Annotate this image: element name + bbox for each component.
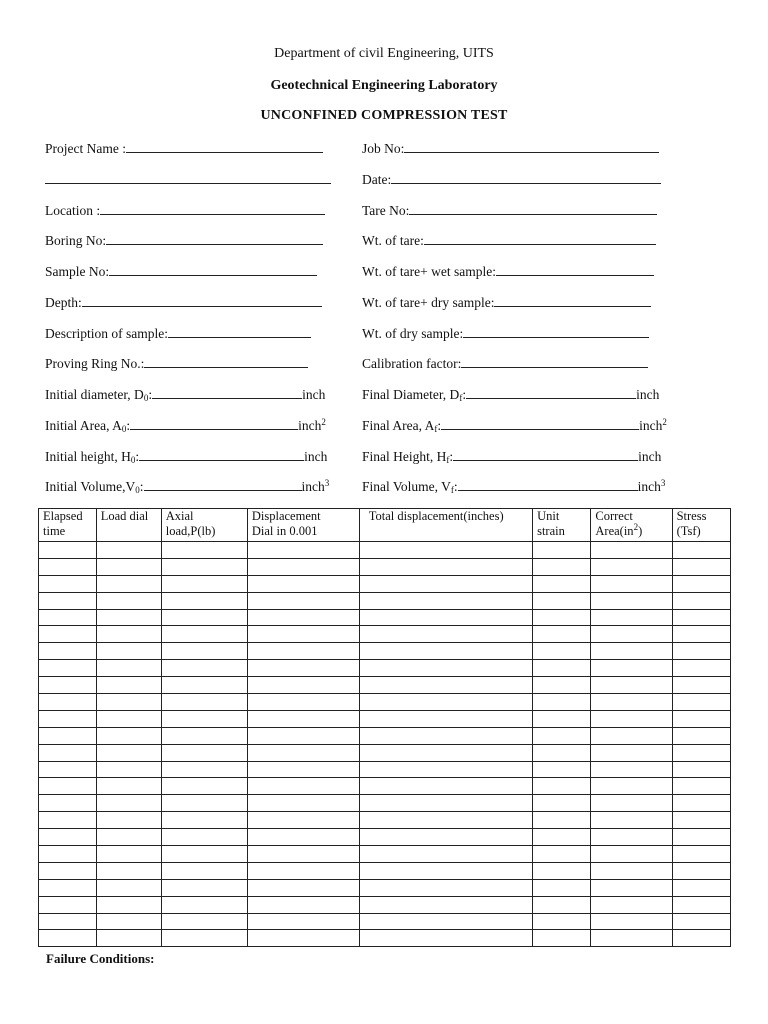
table-cell[interactable] [672, 694, 730, 711]
table-cell[interactable] [533, 542, 591, 559]
table-cell[interactable] [39, 761, 97, 778]
table-cell[interactable] [161, 643, 247, 660]
table-cell[interactable] [39, 694, 97, 711]
table-cell[interactable] [96, 778, 161, 795]
table-cell[interactable] [96, 609, 161, 626]
table-row [39, 778, 731, 795]
table-cell[interactable] [533, 643, 591, 660]
sample-no-field[interactable]: Sample No: [45, 263, 317, 281]
table-cell[interactable] [161, 677, 247, 694]
table-cell[interactable] [161, 575, 247, 592]
table-cell[interactable] [247, 829, 359, 846]
form-row [0, 325, 768, 347]
table-cell[interactable] [533, 744, 591, 761]
table-cell[interactable] [161, 879, 247, 896]
table-cell[interactable] [161, 812, 247, 829]
table-row [39, 846, 731, 863]
table-cell[interactable] [533, 862, 591, 879]
table-cell[interactable] [161, 913, 247, 930]
table-cell[interactable] [591, 677, 672, 694]
table-row [39, 575, 731, 592]
table-cell[interactable] [672, 761, 730, 778]
table-cell[interactable] [591, 710, 672, 727]
table-row [39, 727, 731, 744]
table-cell[interactable] [533, 677, 591, 694]
table-cell[interactable] [591, 930, 672, 947]
table-cell[interactable] [359, 744, 532, 761]
job-no-field[interactable]: Job No: [362, 140, 659, 158]
table-cell[interactable] [39, 542, 97, 559]
table-row [39, 896, 731, 913]
table-row [39, 592, 731, 609]
table-cell[interactable] [39, 812, 97, 829]
table-cell[interactable] [359, 727, 532, 744]
table-cell[interactable] [247, 795, 359, 812]
final-height-field[interactable]: Final Height, $H_f$: inch [362, 449, 662, 465]
form-row [0, 386, 768, 408]
boring-no-field[interactable]: Boring No: [45, 232, 323, 250]
table-cell[interactable] [247, 710, 359, 727]
table-cell[interactable] [591, 609, 672, 626]
form-row [0, 202, 768, 224]
table-cell[interactable] [591, 694, 672, 711]
table-cell[interactable] [591, 913, 672, 930]
table-cell[interactable] [247, 542, 359, 559]
table-row [39, 694, 731, 711]
table-cell[interactable] [96, 542, 161, 559]
table-cell[interactable] [96, 575, 161, 592]
table-row [39, 626, 731, 643]
table-cell[interactable] [161, 558, 247, 575]
table-cell[interactable] [359, 896, 532, 913]
table-cell[interactable] [39, 862, 97, 879]
table-cell[interactable] [591, 761, 672, 778]
table-cell[interactable] [359, 609, 532, 626]
table-cell[interactable] [39, 913, 97, 930]
table-cell[interactable] [247, 778, 359, 795]
proving-ring-field[interactable]: Proving Ring No.: [45, 355, 308, 373]
table-cell[interactable] [533, 896, 591, 913]
form-row [0, 171, 768, 193]
table-cell[interactable] [533, 846, 591, 863]
table-cell[interactable] [161, 660, 247, 677]
table-cell[interactable] [359, 710, 532, 727]
table-cell[interactable] [247, 913, 359, 930]
table-cell[interactable] [96, 930, 161, 947]
col-unit-strain: Unit strain [533, 509, 591, 542]
table-cell[interactable] [39, 558, 97, 575]
col-stress: Stress (Tsf) [672, 509, 730, 542]
table-cell[interactable] [39, 643, 97, 660]
table-row [39, 643, 731, 660]
table-cell[interactable] [359, 846, 532, 863]
table-cell[interactable] [96, 846, 161, 863]
table-cell[interactable] [591, 592, 672, 609]
table-row [39, 558, 731, 575]
table-cell[interactable] [161, 626, 247, 643]
table-row [39, 862, 731, 879]
table-row [39, 829, 731, 846]
table-cell[interactable] [591, 558, 672, 575]
table-cell[interactable] [96, 592, 161, 609]
table-cell[interactable] [39, 896, 97, 913]
table-row [39, 795, 731, 812]
table-row [39, 660, 731, 677]
table-cell[interactable] [247, 727, 359, 744]
table-cell[interactable] [161, 727, 247, 744]
table-cell[interactable] [96, 862, 161, 879]
table-cell[interactable] [247, 744, 359, 761]
table-cell[interactable] [161, 542, 247, 559]
table-cell[interactable] [39, 626, 97, 643]
table-cell[interactable] [247, 626, 359, 643]
table-cell[interactable] [247, 643, 359, 660]
table-cell[interactable] [161, 710, 247, 727]
table-cell[interactable] [161, 609, 247, 626]
initial-height-field[interactable]: Initial height, $H_0$: inch [45, 449, 328, 465]
table-cell[interactable] [39, 575, 97, 592]
table-cell[interactable] [161, 896, 247, 913]
table-cell[interactable] [533, 778, 591, 795]
table-cell[interactable] [247, 558, 359, 575]
table-cell[interactable] [533, 879, 591, 896]
table-cell[interactable] [247, 879, 359, 896]
table-cell[interactable] [247, 930, 359, 947]
table-cell[interactable] [672, 846, 730, 863]
table-cell[interactable] [359, 558, 532, 575]
table-cell[interactable] [96, 913, 161, 930]
table-cell[interactable] [591, 660, 672, 677]
form-row [0, 478, 768, 500]
table-cell[interactable] [533, 609, 591, 626]
table-cell[interactable] [161, 694, 247, 711]
table-row [39, 677, 731, 694]
table-cell[interactable] [96, 761, 161, 778]
failure-conditions-label: Failure Conditions: [46, 951, 155, 966]
table-cell[interactable] [533, 592, 591, 609]
table-cell[interactable] [591, 846, 672, 863]
table-cell[interactable] [247, 677, 359, 694]
table-cell[interactable] [161, 744, 247, 761]
table-cell[interactable] [672, 778, 730, 795]
table-cell[interactable] [247, 660, 359, 677]
form-row [0, 140, 768, 162]
location-field[interactable]: Location : [45, 202, 325, 220]
table-cell[interactable] [39, 829, 97, 846]
table-cell[interactable] [359, 879, 532, 896]
table-cell[interactable] [359, 913, 532, 930]
tare-no-field[interactable]: Tare No: [362, 202, 657, 220]
table-row [39, 710, 731, 727]
table-cell[interactable] [672, 930, 730, 947]
department-title: Department of civil Engineering, UITS [274, 46, 494, 61]
table-cell[interactable] [591, 829, 672, 846]
table-cell[interactable] [591, 643, 672, 660]
table-cell[interactable] [672, 744, 730, 761]
table-cell[interactable] [533, 795, 591, 812]
table-cell[interactable] [161, 862, 247, 879]
form-row [0, 448, 768, 470]
wt-tare-wet-field[interactable]: Wt. of tare+ wet sample: [362, 263, 654, 281]
table-cell[interactable] [359, 930, 532, 947]
table-cell[interactable] [359, 795, 532, 812]
table-cell[interactable] [672, 542, 730, 559]
table-cell[interactable] [39, 778, 97, 795]
final-diameter-field[interactable]: Final Diameter, $D_f$: inch [362, 387, 660, 403]
table-cell[interactable] [96, 660, 161, 677]
col-axial-load: Axial load,P(lb) [161, 509, 247, 542]
table-cell[interactable] [39, 795, 97, 812]
table-cell[interactable] [672, 558, 730, 575]
data-table [38, 508, 731, 947]
table-cell[interactable] [533, 829, 591, 846]
table-cell[interactable] [672, 643, 730, 660]
table-cell[interactable] [533, 930, 591, 947]
table-row [39, 930, 731, 947]
table-body [39, 542, 731, 947]
table-cell[interactable] [359, 862, 532, 879]
table-cell[interactable] [672, 677, 730, 694]
table-cell[interactable] [672, 879, 730, 896]
table-cell[interactable] [161, 829, 247, 846]
table-cell[interactable] [672, 896, 730, 913]
final-volume-field[interactable]: Final Volume, $V_f$: inch$^3$ [362, 478, 666, 495]
table-row [39, 609, 731, 626]
initial-diameter-field[interactable]: Initial diameter, $D_0$: inch [45, 387, 326, 403]
form-row [0, 355, 768, 377]
table-cell[interactable] [96, 727, 161, 744]
table-cell[interactable] [96, 677, 161, 694]
table-cell[interactable] [39, 727, 97, 744]
table-cell[interactable] [672, 575, 730, 592]
table-cell[interactable] [359, 592, 532, 609]
table-cell[interactable] [359, 660, 532, 677]
table-cell[interactable] [247, 694, 359, 711]
table-cell[interactable] [359, 694, 532, 711]
table-cell[interactable] [591, 795, 672, 812]
table-cell[interactable] [533, 575, 591, 592]
table-cell[interactable] [591, 879, 672, 896]
table-row [39, 761, 731, 778]
table-cell[interactable] [39, 660, 97, 677]
table-cell[interactable] [96, 829, 161, 846]
table-cell[interactable] [672, 727, 730, 744]
initial-area-field[interactable]: Initial Area, $A_0$: inch$^2$ [45, 417, 326, 434]
table-cell[interactable] [247, 761, 359, 778]
table-cell[interactable] [161, 846, 247, 863]
col-correct-area: Correct $Area(in^2)$ [591, 509, 672, 542]
table-cell[interactable] [96, 558, 161, 575]
project-name-field[interactable]: Project Name : [45, 140, 323, 158]
table-cell[interactable] [672, 812, 730, 829]
table-cell[interactable] [96, 795, 161, 812]
table-cell[interactable] [161, 930, 247, 947]
table-cell[interactable] [533, 812, 591, 829]
table-cell[interactable] [161, 761, 247, 778]
col-elapsed-time: Elapsed time [39, 509, 97, 542]
wt-tare-field[interactable]: Wt. of tare: [362, 232, 656, 250]
table-cell[interactable] [359, 575, 532, 592]
table-cell[interactable] [591, 744, 672, 761]
form-row [0, 417, 768, 439]
project-name-continuation-field[interactable] [45, 171, 331, 189]
table-cell[interactable] [672, 626, 730, 643]
table-cell[interactable] [533, 727, 591, 744]
table-cell[interactable] [672, 710, 730, 727]
table-row [39, 542, 731, 559]
table-cell[interactable] [247, 862, 359, 879]
table-cell[interactable] [96, 896, 161, 913]
depth-field[interactable]: Depth: [45, 294, 322, 312]
wt-tare-dry-field[interactable]: Wt. of tare+ dry sample: [362, 294, 651, 312]
date-field[interactable]: Date: [362, 171, 661, 189]
table-cell[interactable] [533, 694, 591, 711]
table-cell[interactable] [359, 626, 532, 643]
form-row [0, 263, 768, 285]
table-cell[interactable] [672, 862, 730, 879]
wt-dry-field[interactable]: Wt. of dry sample: [362, 325, 649, 343]
table-cell[interactable] [533, 660, 591, 677]
table-cell[interactable] [96, 879, 161, 896]
table-cell[interactable] [96, 626, 161, 643]
table-cell[interactable] [247, 592, 359, 609]
table-cell[interactable] [96, 744, 161, 761]
table-row [39, 744, 731, 761]
table-cell[interactable] [533, 761, 591, 778]
table-cell[interactable] [359, 761, 532, 778]
table-cell[interactable] [359, 542, 532, 559]
table-cell[interactable] [96, 812, 161, 829]
form-row [0, 294, 768, 316]
table-cell[interactable] [247, 812, 359, 829]
table-cell[interactable] [247, 609, 359, 626]
table-cell[interactable] [359, 812, 532, 829]
table-cell[interactable] [247, 846, 359, 863]
table-cell[interactable] [359, 778, 532, 795]
table-cell[interactable] [672, 609, 730, 626]
table-cell[interactable] [39, 609, 97, 626]
final-area-field[interactable]: Final Area, $A_f$: inch$^2$ [362, 417, 667, 434]
table-cell[interactable] [359, 643, 532, 660]
col-total-displacement: Total displacement(inches) [359, 509, 532, 542]
table-cell[interactable] [533, 626, 591, 643]
table-cell[interactable] [533, 710, 591, 727]
table-cell[interactable] [39, 677, 97, 694]
table-cell[interactable] [591, 626, 672, 643]
initial-volume-field[interactable]: Initial $Volume,V_0$: inch$^3$ [45, 478, 330, 495]
table-cell[interactable] [591, 778, 672, 795]
table-cell[interactable] [591, 896, 672, 913]
table-cell[interactable] [39, 592, 97, 609]
table-cell[interactable] [672, 829, 730, 846]
table-row [39, 879, 731, 896]
table-cell[interactable] [591, 542, 672, 559]
table-cell[interactable] [96, 710, 161, 727]
table-cell[interactable] [96, 643, 161, 660]
table-cell[interactable] [591, 575, 672, 592]
table-cell[interactable] [672, 795, 730, 812]
table-row [39, 913, 731, 930]
table-cell[interactable] [591, 862, 672, 879]
col-load-dial: Load dial [96, 509, 161, 542]
table-cell[interactable] [533, 913, 591, 930]
table-cell[interactable] [672, 913, 730, 930]
col-displacement-dial: Displacement Dial in 0.001 [247, 509, 359, 542]
table-cell[interactable] [247, 896, 359, 913]
table-cell[interactable] [591, 727, 672, 744]
table-cell[interactable] [359, 677, 532, 694]
test-title: UNCONFINED COMPRESSION TEST [260, 108, 508, 123]
table-cell[interactable] [161, 795, 247, 812]
table-cell[interactable] [96, 694, 161, 711]
table-cell[interactable] [39, 744, 97, 761]
table-cell[interactable] [672, 592, 730, 609]
table-cell[interactable] [39, 710, 97, 727]
table-cell[interactable] [591, 812, 672, 829]
description-field[interactable]: Description of sample: [45, 325, 311, 343]
table-cell[interactable] [533, 558, 591, 575]
table-cell[interactable] [161, 592, 247, 609]
calibration-field[interactable]: Calibration factor: [362, 355, 648, 373]
table-cell[interactable] [247, 575, 359, 592]
table-header-row [39, 509, 731, 542]
table-cell[interactable] [672, 660, 730, 677]
table-row [39, 812, 731, 829]
table-cell[interactable] [161, 778, 247, 795]
table-cell[interactable] [39, 930, 97, 947]
table-cell[interactable] [39, 846, 97, 863]
table-cell[interactable] [39, 879, 97, 896]
lab-title: Geotechnical Engineering Laboratory [270, 78, 498, 93]
table-cell[interactable] [359, 829, 532, 846]
form-row [0, 232, 768, 254]
